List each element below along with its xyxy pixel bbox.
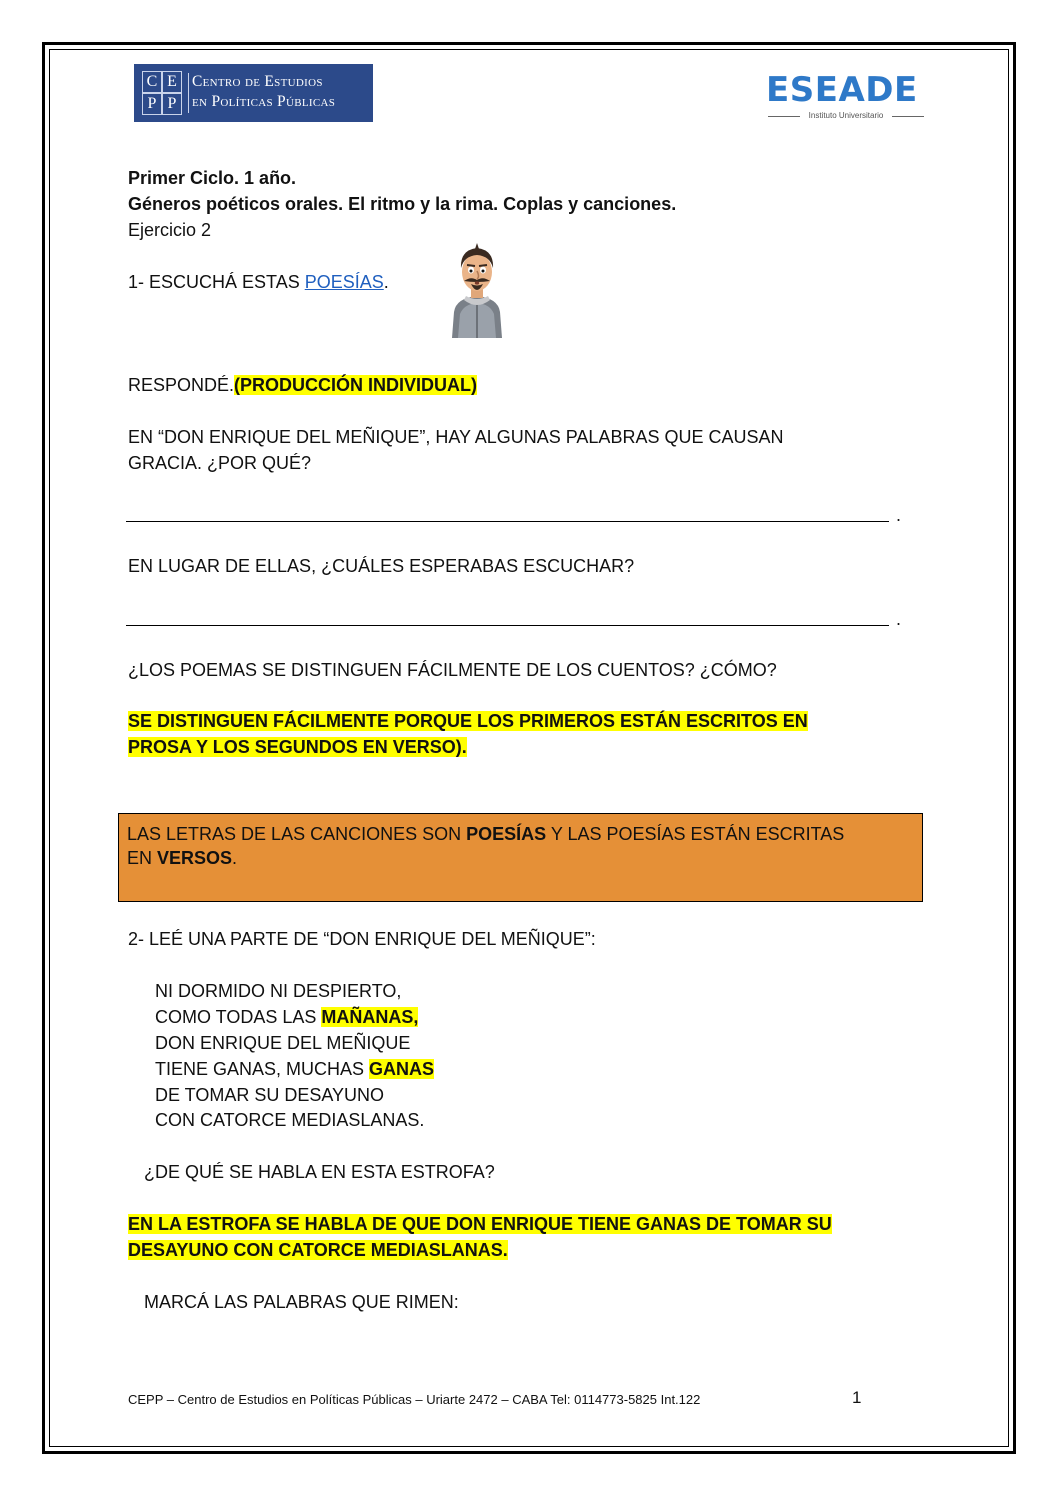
verse-line: DON ENRIQUE DEL MEÑIQUE bbox=[155, 1033, 411, 1053]
cepp-logo-line1: Centro de Estudios bbox=[192, 73, 323, 90]
knight-character-illustration bbox=[444, 240, 510, 338]
verse-line bbox=[155, 1056, 434, 1082]
verse-line bbox=[155, 1004, 418, 1030]
info-box-text: . bbox=[232, 848, 238, 868]
section1-instruction bbox=[128, 269, 389, 295]
answer3-line2 bbox=[128, 734, 467, 760]
section2-answer-line1 bbox=[128, 1211, 832, 1237]
verse-line: CON CATORCE MEDIASLANAS. bbox=[155, 1110, 425, 1130]
answer3-line2-text: PROSA Y LOS SEGUNDOS EN VERSO). bbox=[128, 737, 467, 757]
info-box bbox=[118, 813, 923, 902]
answer-line-dot: . bbox=[896, 505, 902, 525]
cepp-logo-letter: C bbox=[142, 71, 162, 93]
cepp-logo-letter: P bbox=[142, 93, 162, 115]
section1-suffix: . bbox=[383, 272, 389, 292]
eseade-logo: ESEADE bbox=[766, 70, 918, 110]
section2-title: 2- LEÉ UNA PARTE DE “DON ENRIQUE DEL MEÑIQUE”: bbox=[128, 929, 596, 949]
section2-answer-text: EN LA ESTROFA SE HABLA DE QUE DON ENRIQUE TIENE GANAS DE TOMAR SU bbox=[128, 1214, 832, 1234]
answer3-line1 bbox=[128, 708, 808, 734]
info-box-text: Y LAS POESÍAS ESTÁN ESCRITAS bbox=[546, 824, 845, 844]
respond-prefix: RESPONDÉ. bbox=[128, 375, 235, 395]
section1-prefix: 1- ESCUCHÁ ESTAS bbox=[128, 272, 305, 292]
cepp-logo-grid bbox=[142, 71, 182, 115]
cepp-logo bbox=[134, 64, 373, 122]
rhyme-instruction: MARCÁ LAS PALABRAS QUE RIMEN: bbox=[144, 1292, 459, 1312]
rhyme-word-highlight: MAÑANAS, bbox=[321, 1007, 419, 1027]
answer-line-dot: . bbox=[896, 609, 902, 629]
question3-text: ¿LOS POEMAS SE DISTINGUEN FÁCILMENTE DE LOS CUENTOS? ¿CÓMO? bbox=[128, 660, 777, 680]
verse-text: TIENE GANAS, MUCHAS bbox=[155, 1059, 370, 1079]
info-box-text: LAS LETRAS DE LAS CANCIONES SON bbox=[127, 824, 467, 844]
question1-line2: GRACIA. ¿POR QUÉ? bbox=[128, 453, 312, 473]
poesias-link[interactable]: POESÍAS bbox=[304, 272, 384, 292]
footer-address: CEPP – Centro de Estudios en Políticas Públicas – Uriarte 2472 – CABA Tel: 0114773-5825 Int.122 bbox=[128, 1392, 701, 1407]
answer-line-question2[interactable] bbox=[126, 625, 889, 626]
section2-question: ¿DE QUÉ SE HABLA EN ESTA ESTROFA? bbox=[144, 1162, 495, 1182]
cepp-logo-line2: en Políticas Públicas bbox=[192, 93, 336, 110]
info-box-bold: VERSOS bbox=[157, 848, 233, 868]
info-box-bold: POESÍAS bbox=[466, 824, 547, 844]
answer-line-question1[interactable] bbox=[126, 521, 889, 522]
cepp-logo-letter: E bbox=[162, 71, 182, 93]
eseade-subtitle: Instituto Universitario bbox=[808, 111, 884, 120]
question2-text: EN LUGAR DE ELLAS, ¿CUÁLES ESPERABAS ESCUCHAR? bbox=[128, 556, 635, 576]
info-box-text: EN bbox=[127, 848, 158, 868]
header-topic: Géneros poéticos orales. El ritmo y la rima. Coplas y canciones. bbox=[128, 194, 677, 214]
answer3-line1-text: SE DISTINGUEN FÁCILMENTE PORQUE LOS PRIMEROS ESTÁN ESCRITOS EN bbox=[128, 711, 808, 731]
cepp-logo-letter: P bbox=[162, 93, 182, 115]
header-cycle: Primer Ciclo. 1 año. bbox=[128, 168, 297, 188]
verse-line: DE TOMAR SU DESAYUNO bbox=[155, 1085, 385, 1105]
verse-line: NI DORMIDO NI DESPIERTO, bbox=[155, 981, 402, 1001]
question1-line1: EN “DON ENRIQUE DEL MEÑIQUE”, HAY ALGUNAS PALABRAS QUE CAUSAN bbox=[128, 427, 784, 447]
header-exercise: Ejercicio 2 bbox=[128, 220, 212, 240]
cepp-logo-divider bbox=[188, 73, 189, 113]
section2-answer-text: DESAYUNO CON CATORCE MEDIASLANAS. bbox=[128, 1240, 508, 1260]
verse-text: COMO TODAS LAS bbox=[155, 1007, 322, 1027]
respond-instruction bbox=[128, 372, 477, 398]
page-number: 1 bbox=[852, 1388, 862, 1407]
info-box-line1 bbox=[127, 822, 844, 846]
section2-answer-line2 bbox=[128, 1237, 508, 1263]
rhyme-word-highlight: GANAS bbox=[369, 1059, 435, 1079]
production-individual-highlight: (PRODUCCIÓN INDIVIDUAL) bbox=[234, 375, 478, 395]
info-box-line2 bbox=[127, 846, 237, 870]
eseade-rule-right bbox=[892, 116, 924, 117]
